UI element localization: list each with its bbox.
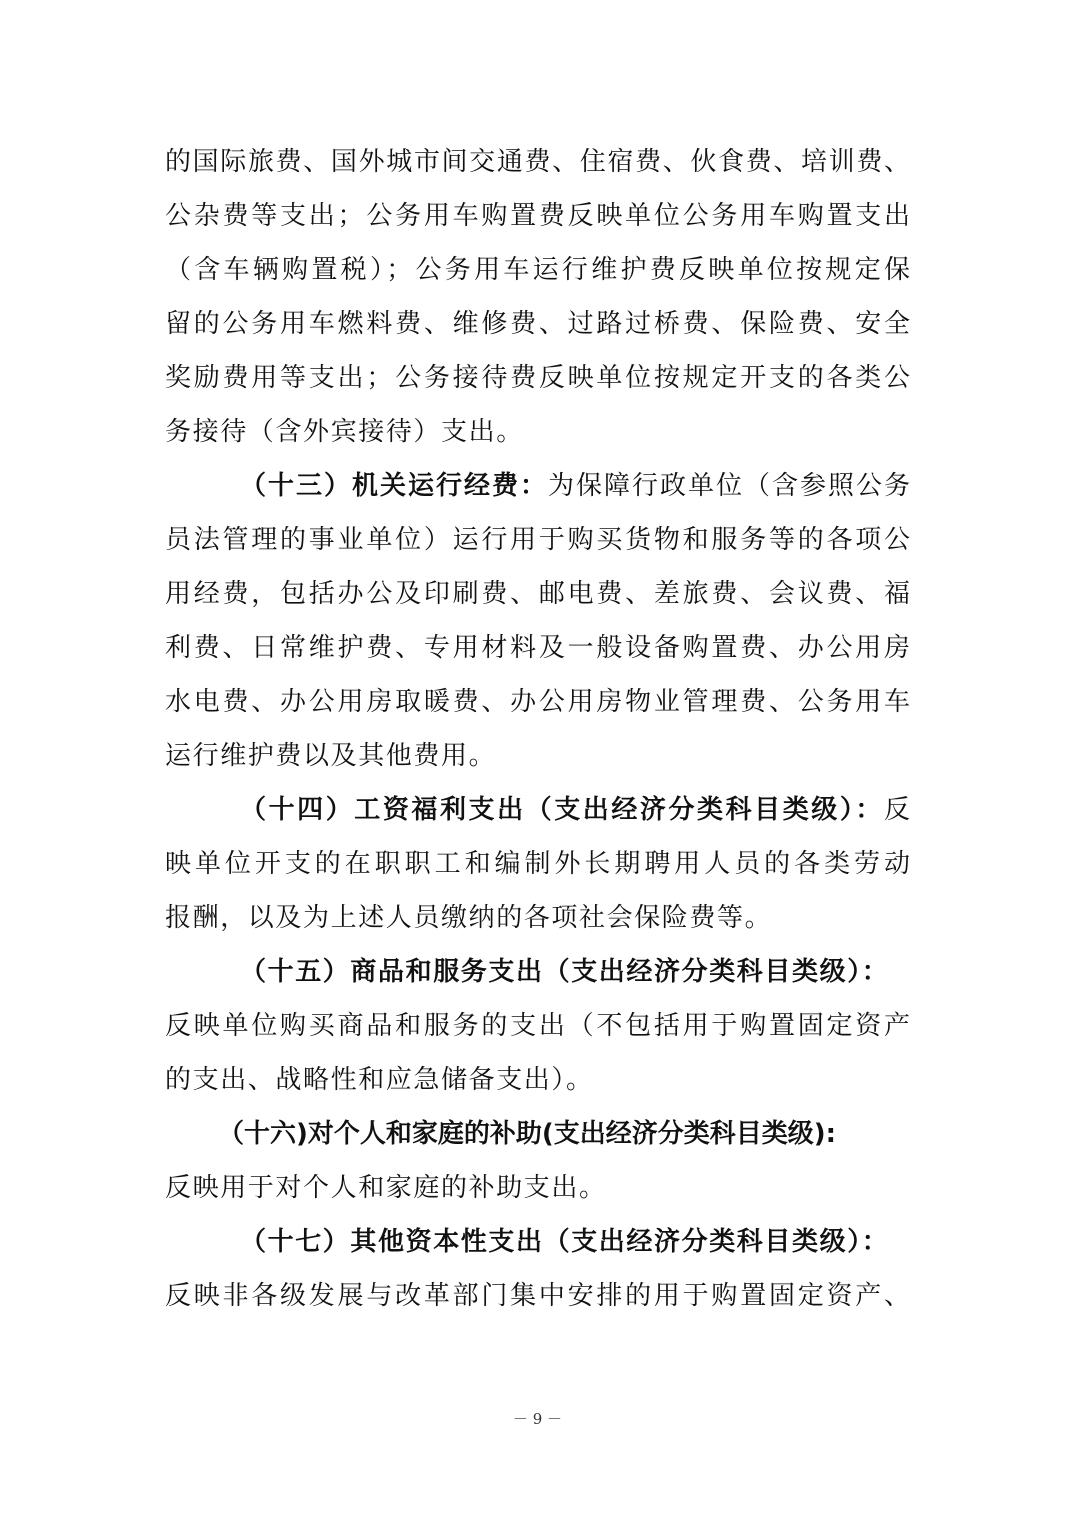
line-text: 务接待（含外宾接待）支出。 [165,417,524,447]
text-line [165,837,911,891]
line-text: 运行维护费以及其他费用。 [165,741,497,771]
section-heading-line [165,459,911,513]
text-line [165,243,911,297]
line-text: （含车辆购置税）；公务用车运行维护费反映单位按规定保 [165,255,911,285]
line-text: 反映单位购买商品和服务的支出（不包括用于购置固定资产 [165,1011,911,1041]
text-line [165,1269,911,1323]
section-heading: （十五）商品和服务支出（支出经济分类科目类级）： [240,957,890,987]
text-line [165,675,911,729]
line-text: 的国际旅费、国外城市间交通费、住宿费、伙食费、培训费、 [165,147,911,177]
line-text: 反映非各级发展与改革部门集中安排的用于购置固定资产、 [165,1281,911,1311]
text-line [165,621,911,675]
section-heading: （十三）机关运行经费： [240,471,548,501]
line-text: 反 [883,795,911,825]
text-line [165,351,911,405]
section-heading-line [165,945,911,999]
section-heading: （十四）工资福利支出（支出经济分类科目类级）： [240,795,884,825]
text-line [165,513,911,567]
text-line [165,999,911,1053]
section-heading: （十七）其他资本性支出（支出经济分类科目类级）： [240,1227,890,1257]
document-body [165,135,911,1323]
text-line [165,729,911,783]
line-text: 报酬，以及为上述人员缴纳的各项社会保险费等。 [165,903,773,933]
section-heading: （十六)对个人和家庭的补助(支出经济分类科目类级): [218,1119,837,1149]
line-text: 员法管理的事业单位）运行用于购买货物和服务等的各项公 [165,525,911,555]
line-text: 水电费、办公用房取暖费、办公用房物业管理费、公务用车 [165,687,911,717]
text-line [165,1161,911,1215]
text-line [165,567,911,621]
page-number: － 9 － [512,1410,563,1428]
line-text: 为保障行政单位（含参照公务 [548,471,911,501]
line-text: 利费、日常维护费、专用材料及一般设备购置费、办公用房 [165,633,911,663]
text-line [165,405,911,459]
line-text: 反映用于对个人和家庭的补助支出。 [165,1173,607,1203]
line-text: 的支出、战略性和应急储备支出）。 [165,1065,594,1095]
line-text: 公杂费等支出；公务用车购置费反映单位公务用车购置支出 [165,201,911,231]
section-heading-line [165,1215,911,1269]
text-line [165,135,911,189]
text-line [165,189,911,243]
text-line [165,891,911,945]
section-heading-line [165,783,911,837]
line-text: 映单位开支的在职职工和编制外长期聘用人员的各类劳动 [165,849,911,879]
line-text: 奖励费用等支出；公务接待费反映单位按规定开支的各类公 [165,363,911,393]
text-line [165,297,911,351]
text-line [165,1053,911,1107]
line-text: 用经费，包括办公及印刷费、邮电费、差旅费、会议费、福 [165,579,911,609]
line-text: 留的公务用车燃料费、维修费、过路过桥费、保险费、安全 [165,309,911,339]
section-heading-line [165,1107,911,1161]
